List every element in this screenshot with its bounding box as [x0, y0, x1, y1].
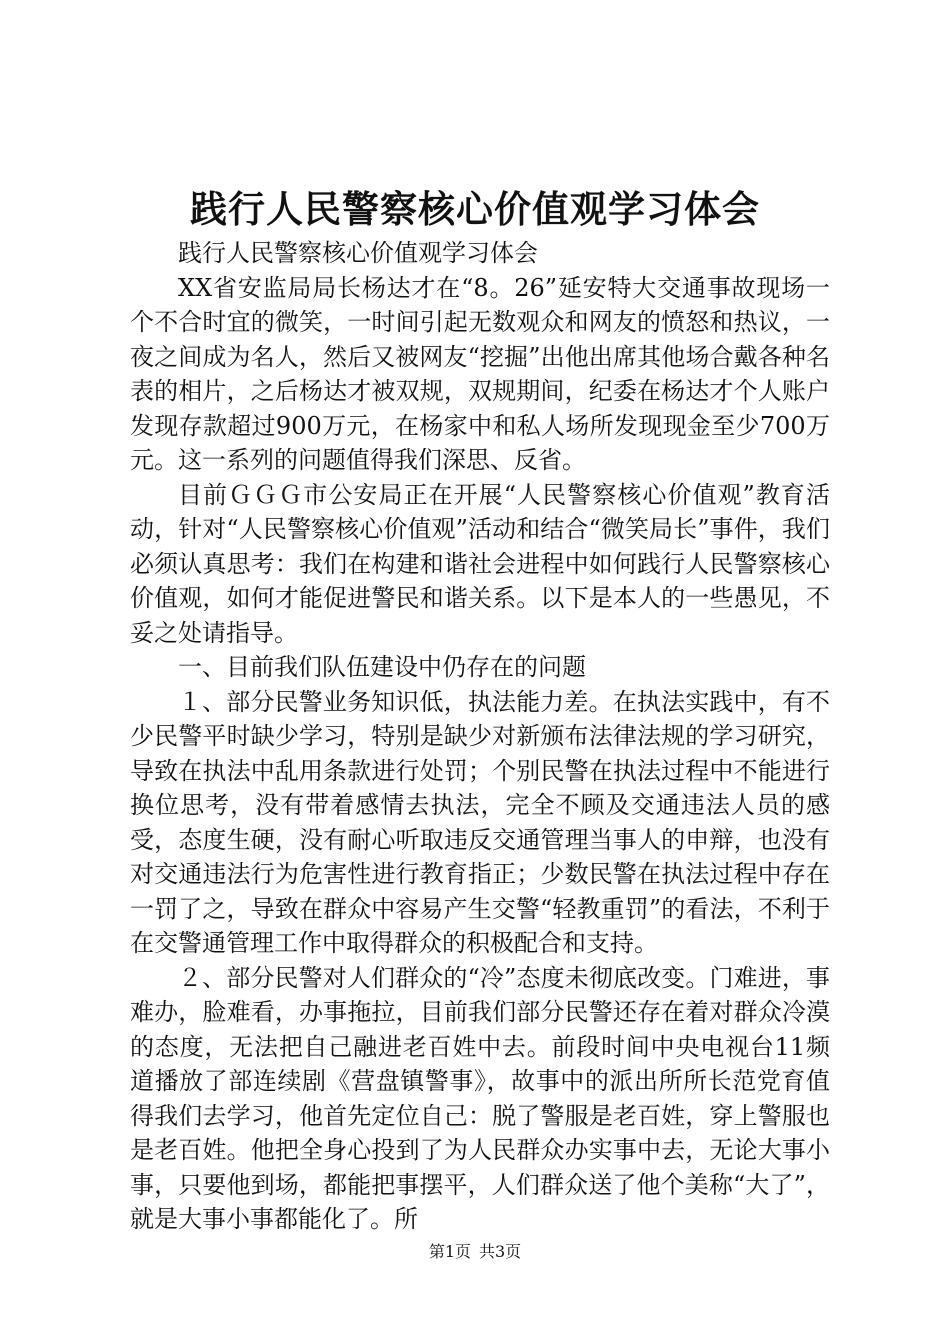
paragraph-problem-2: ２、部分民警对人们群众的“冷”态度未彻底改变。门难进，事难办，脸难看，办事拖拉，目前我们部分民警还存在着对群众冷漠的态度，无法把自己融进老百姓中去。前段时间中央电视台11频道播放了部连续剧《营盘镇警事》，故事中的派出所所长范党育值得我们去学习，他首先定位自己：脱了警服是老百姓，穿上警服也是老百姓。他把全身心投到了为人民群众办实事中去，无论大事小事，只要他到场，都能把事摆平，人们群众送了他个美称“大了”，就是大事小事都能化了。所: [130, 963, 830, 1233]
paragraph-context: 目前ＧＧＧ市公安局正在开展“人民警察核心价值观”教育活动，针对“人民警察核心价值观”活动和结合“微笑局长”事件，我们必须认真思考：我们在构建和谐社会进程中如何践行人民警察核心价值观，如何才能促进警民和谐关系。以下是本人的一些愚见，不妥之处请指导。: [130, 480, 830, 647]
paragraph-subtitle: 践行人民警察核心价值观学习体会: [178, 239, 538, 267]
page-number: 第1页: [428, 1242, 471, 1261]
page-total: 共3页: [479, 1242, 522, 1261]
paragraph-problem-1: １、部分民警业务知识低，执法能力差。在执法实践中，有不少民警平时缺少学习，特别是缺少对新颁布法律法规的学习研究，导致在执法中乱用条款进行处罚；个别民警在执法过程中不能进行换位思考，没有带着感情去执法，完全不顾及交通违法人员的感受，态度生硬，没有耐心听取违反交通管理当事人的申辩，也没有对交通违法行为危害性进行教育指正；少数民警在执法过程中存在一罚了之，导致在群众中容易产生交警“轻教重罚”的看法，不利于在交警通管理工作中取得群众的积极配合和支持。: [130, 687, 830, 957]
document-title: 践行人民警察核心价值观学习体会: [190, 187, 760, 231]
page-footer: [0, 1242, 950, 1262]
paragraph-intro: XX省安监局局长杨达才在“8。26”延安特大交通事故现场一个不合时宜的微笑，一时间引起无数观众和网友的愤怒和热议，一夜之间成为名人，然后又被网友“挖掘”出他出席其他场合戴各种名表的相片，之后杨达才被双规，双规期间，纪委在杨达才个人账户发现存款超过900万元，在杨家中和私人场所发现现金至少700万元。这一系列的问题值得我们深思、反省。: [130, 273, 830, 474]
section-heading: 一、目前我们队伍建设中仍存在的问题: [178, 653, 586, 681]
document-body: [130, 236, 830, 1237]
